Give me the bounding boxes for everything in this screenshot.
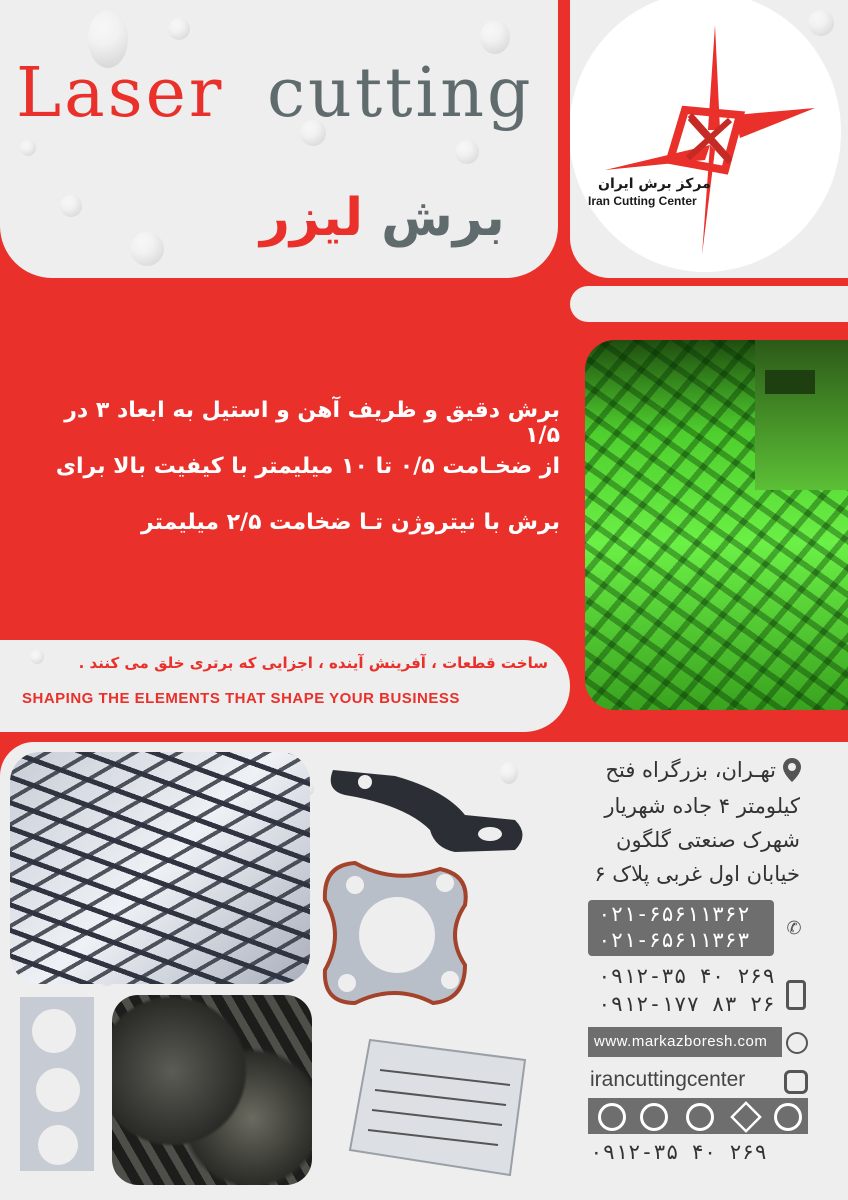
logo-name-fa: مرکز برش ایران	[598, 176, 711, 192]
description-line-1: برش دقیق و ظریف آهن و استیل به ابعاد ۳ در ۱/۵	[64, 398, 560, 448]
cut-sheet-photo	[10, 752, 310, 984]
logo-name-en: Iran Cutting Center	[588, 194, 697, 208]
mobile-2[interactable]: ۰۹۱۲-۱۷۷ ۸۳ ۲۶	[598, 992, 776, 1016]
messenger-number[interactable]: ۰۹۱۲-۳۵ ۴۰ ۲۶۹	[590, 1140, 768, 1164]
website-box[interactable]	[588, 1027, 782, 1057]
description-line-2: از ضخـامت ۰/۵ تا ۱۰ میلیمتر با کیفیت بالا برای	[55, 454, 560, 479]
mobile-1[interactable]: ۰۹۱۲-۳۵ ۴۰ ۲۶۹	[598, 964, 776, 988]
rubika-icon[interactable]	[730, 1101, 762, 1133]
side-grey-strip	[570, 286, 848, 322]
bracket-part-image	[325, 760, 535, 860]
slogan-en: SHAPING THE ELEMENTS THAT SHAPE YOUR BUSINESS	[22, 690, 460, 707]
address-line-2: کیلومتر ۴ جاده شهریار	[604, 794, 800, 818]
telegram-icon[interactable]	[686, 1103, 714, 1131]
logo-panel	[570, 0, 848, 278]
slogan-fa: ساخت قطعات ، آفرینش آینده ، اجزایی که برتری خلق می کنند .	[78, 654, 548, 672]
bale-icon[interactable]	[774, 1103, 802, 1131]
mobile-icon	[786, 980, 806, 1010]
globe-icon	[786, 1032, 808, 1054]
gear-strip-image	[18, 995, 96, 1173]
flange-part-image	[315, 855, 480, 1015]
phone-icon: ✆	[786, 917, 802, 939]
messenger-bar	[588, 1098, 808, 1134]
laser-machine-photo	[585, 340, 848, 710]
landline-box	[588, 900, 774, 956]
title-cutting: cutting	[266, 54, 534, 133]
location-icon	[780, 758, 804, 782]
website-link[interactable]: www.markazboresh.com	[594, 1033, 768, 1050]
instagram-handle[interactable]: irancuttingcenter	[590, 1068, 746, 1091]
eitaa-icon[interactable]	[640, 1103, 668, 1131]
title-laser: Laser	[16, 54, 225, 133]
logo-star-icon	[590, 20, 820, 260]
instagram-icon[interactable]	[784, 1070, 808, 1094]
panel-part-image	[340, 1030, 530, 1180]
persian-title	[260, 188, 505, 248]
address-line-4: خیابان اول غربی پلاک ۶	[594, 862, 800, 886]
page-title	[16, 54, 534, 133]
persian-title-word2: لیزر	[260, 188, 364, 248]
persian-title-word1: برش	[381, 188, 505, 248]
description-line-3: برش با نیتروژن تـا ضخامت ۲/۵ میلیمتر	[140, 510, 560, 535]
steel-parts-pile-photo	[112, 995, 312, 1185]
phone-1[interactable]: ۰۲۱-۶۵۶۱۱۳۶۲	[598, 902, 750, 926]
slogan-panel	[0, 640, 570, 732]
address-line-1: تهـران، بزرگراه فتح	[605, 758, 776, 782]
title-panel	[0, 0, 558, 278]
phone-2[interactable]: ۰۲۱-۶۵۶۱۱۳۶۳	[598, 928, 750, 952]
whatsapp-icon[interactable]	[598, 1103, 626, 1131]
address-line-3: شهرک صنعتی گلگون	[616, 828, 800, 852]
